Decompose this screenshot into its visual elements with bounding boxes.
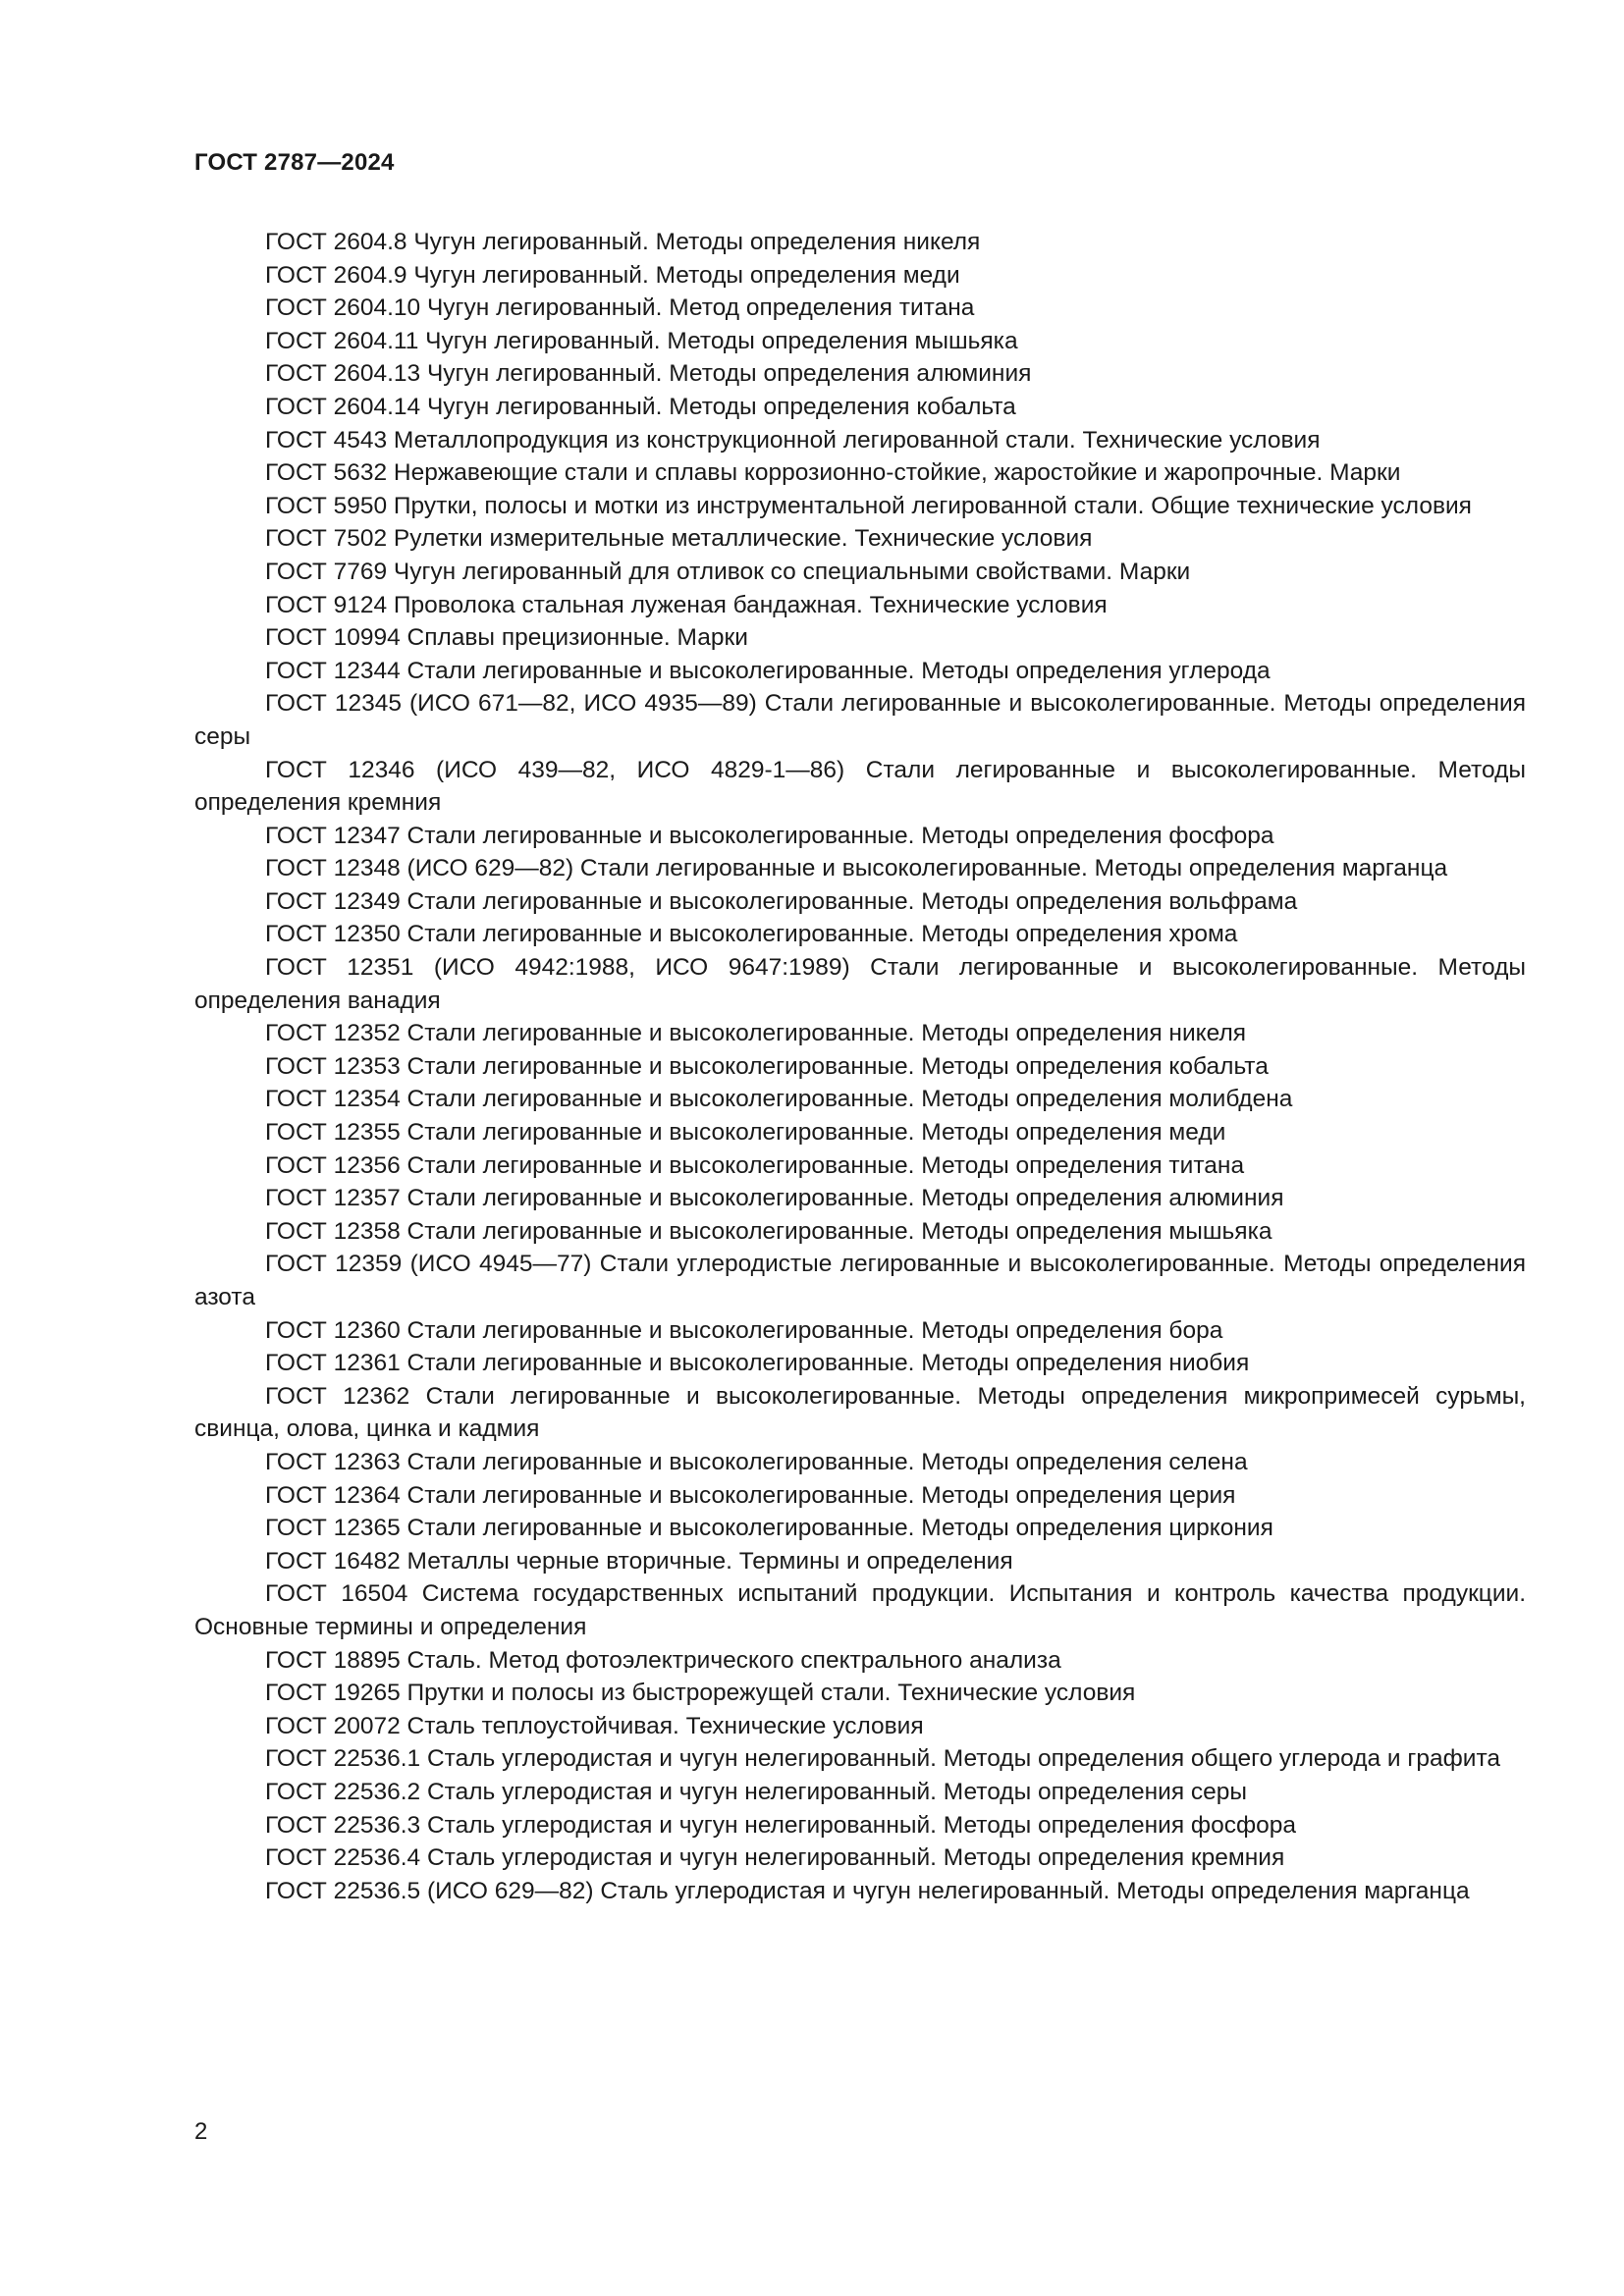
reference-item: ГОСТ 22536.3 Сталь углеродистая и чугун нелегированный. Методы определения фосфора (265, 1811, 1296, 1839)
reference-item: ГОСТ 7502 Рулетки измерительные металлические. Технические условия (265, 525, 1093, 553)
reference-item: ГОСТ 20072 Сталь теплоустойчивая. Технические условия (265, 1712, 924, 1739)
reference-item: ГОСТ 12356 Стали легированные и высоколегированные. Методы определения титана (265, 1151, 1245, 1179)
reference-item: ГОСТ 12355 Стали легированные и высоколегированные. Методы определения меди (265, 1119, 1226, 1147)
reference-item: ГОСТ 12347 Стали легированные и высоколегированные. Методы определения фосфора (265, 822, 1274, 849)
reference-item: ГОСТ 12359 (ИСО 4945—77) Стали углеродистые легированные и высоколегированные. Методы определения азота (194, 1251, 1526, 1310)
reference-item: ГОСТ 12346 (ИСО 439—82, ИСО 4829-1—86) Стали легированные и высоколегированные. Методы определения кремния (194, 756, 1526, 817)
reference-item: ГОСТ 2604.14 Чугун легированный. Методы определения кобальта (265, 393, 1016, 420)
reference-item: ГОСТ 12351 (ИСО 4942:1988, ИСО 9647:1989) Стали легированные и высоколегированные. Методы определения ванадия (194, 954, 1526, 1014)
reference-item: ГОСТ 2604.13 Чугун легированный. Методы определения алюминия (265, 360, 1032, 388)
reference-item: ГОСТ 4543 Металлопродукция из конструкционной легированной стали. Технические условия (265, 426, 1321, 454)
reference-item: ГОСТ 12363 Стали легированные и высоколегированные. Методы определения селена (265, 1448, 1248, 1475)
reference-item: ГОСТ 19265 Прутки и полосы из быстрорежущей стали. Технические условия (265, 1680, 1136, 1707)
reference-item: ГОСТ 12344 Стали легированные и высоколегированные. Методы определения углерода (265, 657, 1271, 684)
reference-item: ГОСТ 2604.11 Чугун легированный. Методы определения мышьяка (265, 327, 1018, 354)
reference-item: ГОСТ 16482 Металлы черные вторичные. Термины и определения (265, 1547, 1013, 1575)
reference-item: ГОСТ 12350 Стали легированные и высоколегированные. Методы определения хрома (265, 921, 1238, 948)
reference-item: ГОСТ 16504 Система государственных испытаний продукции. Испытания и контроль качества продукции. Основные термины и определения (194, 1580, 1526, 1640)
reference-item: ГОСТ 2604.10 Чугун легированный. Метод определения титана (265, 294, 975, 322)
reference-item: ГОСТ 22536.4 Сталь углеродистая и чугун нелегированный. Методы определения кремния (265, 1844, 1285, 1872)
reference-item: ГОСТ 22536.2 Сталь углеродистая и чугун нелегированный. Методы определения серы (265, 1778, 1248, 1805)
reference-item: ГОСТ 12364 Стали легированные и высоколегированные. Методы определения церия (265, 1481, 1236, 1509)
reference-item: ГОСТ 2604.8 Чугун легированный. Методы определения никеля (265, 229, 981, 255)
normative-references-list (194, 226, 1526, 1907)
page-number: 2 (194, 2118, 208, 2145)
page-header-document-code: ГОСТ 2787—2024 (194, 149, 395, 176)
reference-item: ГОСТ 7769 Чугун легированный для отливок со специальными свойствами. Марки (265, 558, 1191, 585)
reference-item: ГОСТ 18895 Сталь. Метод фотоэлектрического спектрального анализа (265, 1646, 1061, 1674)
reference-item: ГОСТ 12352 Стали легированные и высоколегированные. Методы определения никеля (265, 1020, 1247, 1047)
reference-item: ГОСТ 5950 Прутки, полосы и мотки из инструментальной легированной стали. Общие технические условия (265, 492, 1472, 519)
reference-item: ГОСТ 12362 Стали легированные и высоколегированные. Методы определения микропримесей сурьмы, свинца, олова, цинка и кадмия (194, 1382, 1526, 1443)
reference-item: ГОСТ 12348 (ИСО 629—82) Стали легированные и высоколегированные. Методы определения марганца (265, 855, 1448, 882)
reference-item: ГОСТ 9124 Проволока стальная луженая бандажная. Технические условия (265, 591, 1108, 618)
reference-item: ГОСТ 12360 Стали легированные и высоколегированные. Методы определения бора (265, 1316, 1223, 1344)
reference-item: ГОСТ 12358 Стали легированные и высоколегированные. Методы определения мышьяка (265, 1217, 1272, 1245)
reference-item: ГОСТ 12349 Стали легированные и высоколегированные. Методы определения вольфрама (265, 887, 1298, 915)
reference-item: ГОСТ 12354 Стали легированные и высоколегированные. Методы определения молибдена (265, 1086, 1293, 1113)
reference-item: ГОСТ 12361 Стали легированные и высоколегированные. Методы определения ниобия (265, 1350, 1250, 1377)
reference-item: ГОСТ 5632 Нержавеющие стали и сплавы коррозионно-стойкие, жаростойкие и жаропрочные. Марки (265, 459, 1401, 487)
reference-item: ГОСТ 12357 Стали легированные и высоколегированные. Методы определения алюминия (265, 1185, 1284, 1212)
reference-item: ГОСТ 12345 (ИСО 671—82, ИСО 4935—89) Стали легированные и высоколегированные. Методы определения серы (194, 690, 1526, 750)
reference-item: ГОСТ 12353 Стали легированные и высоколегированные. Методы определения кобальта (265, 1052, 1269, 1080)
reference-item: ГОСТ 2604.9 Чугун легированный. Методы определения меди (265, 261, 960, 289)
reference-item: ГОСТ 12365 Стали легированные и высоколегированные. Методы определения циркония (265, 1515, 1273, 1542)
reference-item: ГОСТ 22536.1 Сталь углеродистая и чугун нелегированный. Методы определения общего углерода и графита (265, 1745, 1501, 1773)
reference-item: ГОСТ 22536.5 (ИСО 629—82) Сталь углеродистая и чугун нелегированный. Методы определения марганца (265, 1877, 1470, 1904)
reference-item: ГОСТ 10994 Сплавы прецизионные. Марки (265, 624, 748, 652)
